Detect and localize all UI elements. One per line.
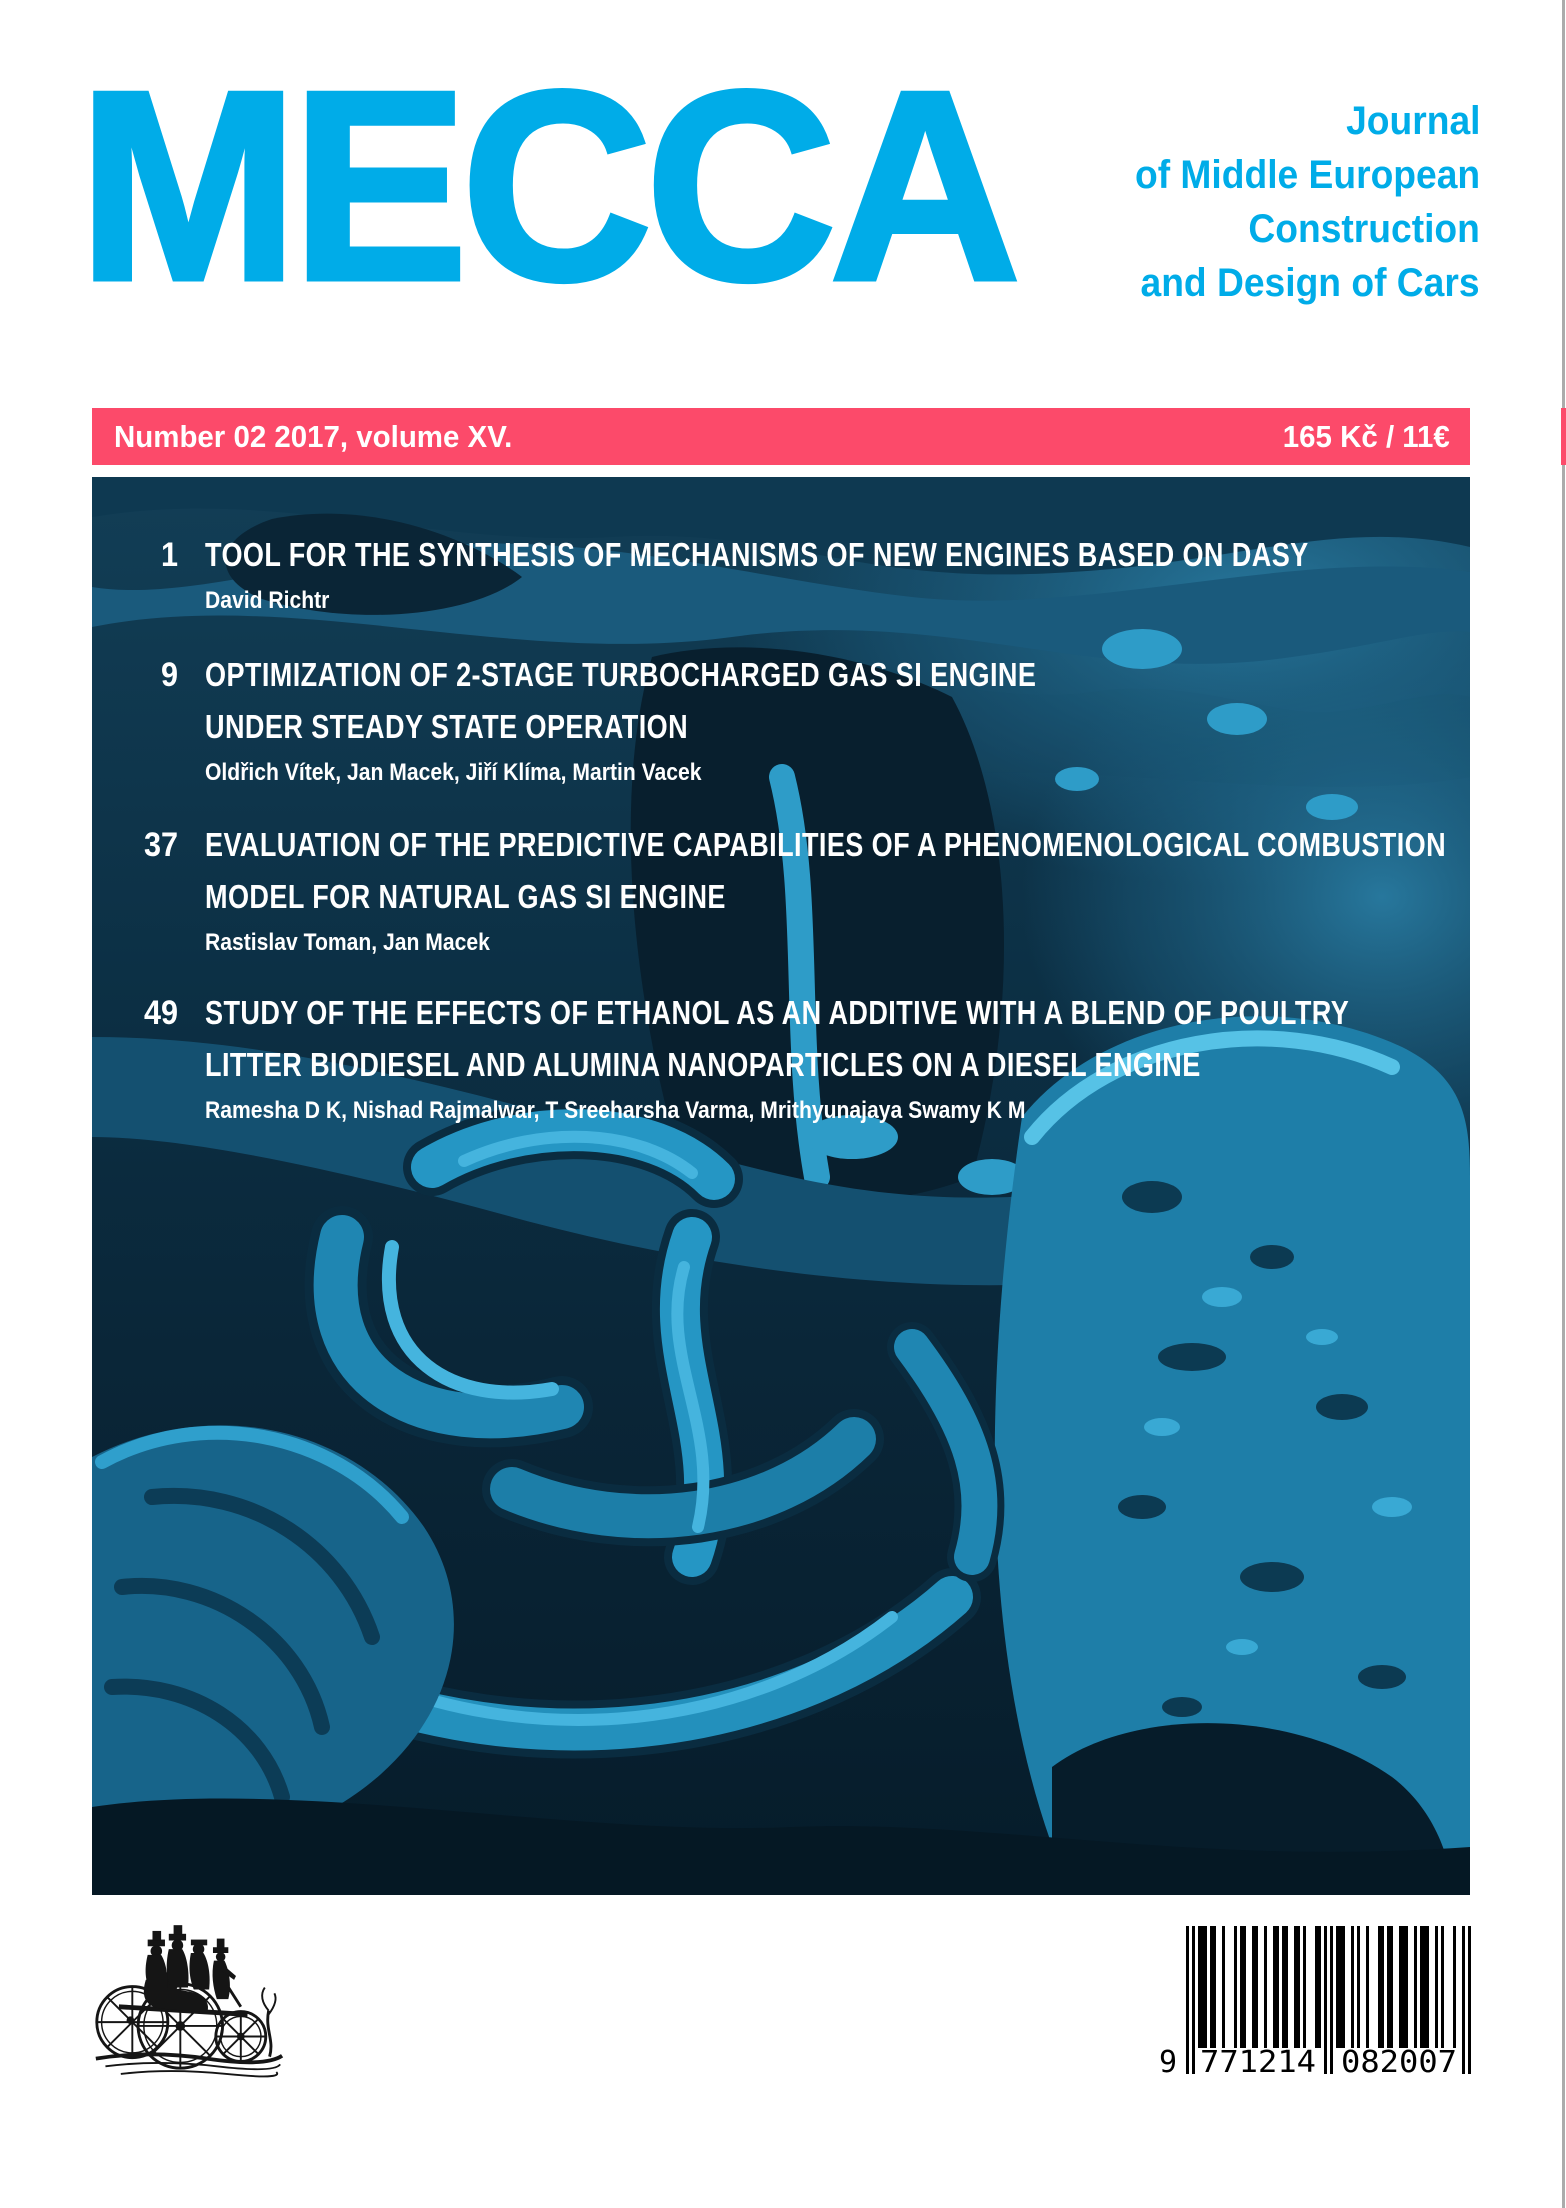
- toc-title-line: UNDER STEADY STATE OPERATION: [205, 708, 689, 745]
- toc-authors: Rastislav Toman, Jan Macek: [205, 929, 490, 956]
- price-label: 165 Kč / 11€: [1282, 418, 1450, 454]
- toc-entry: [92, 529, 1470, 618]
- toc-page-number: 49: [143, 994, 178, 1032]
- table-of-contents: [92, 477, 1470, 1895]
- banner-edge-sliver: [1561, 408, 1566, 465]
- toc-page-number: 37: [143, 826, 178, 864]
- toc-authors: David Richtr: [205, 587, 330, 614]
- toc-title-line: MODEL FOR NATURAL GAS SI ENGINE: [205, 878, 726, 915]
- toc-entry: [92, 819, 1470, 960]
- toc-title-line: LITTER BIODIESEL AND ALUMINA NANOPARTICLES ON A DIESEL ENGINE: [205, 1046, 1201, 1083]
- subtitle-line: of Middle European: [1134, 153, 1480, 197]
- toc-entry: [92, 649, 1470, 790]
- toc-authors: Oldřich Vítek, Jan Macek, Jiří Klíma, Martin Vacek: [205, 759, 702, 786]
- journal-logo: MECCA: [78, 36, 1014, 337]
- toc-page-number: 1: [160, 536, 178, 574]
- toc-authors: Ramesha D K, Nishad Rajmalwar, T Sreeharsha Varma, Mrithyunajaya Swamy K M: [205, 1097, 1026, 1124]
- page-edge-line: [1562, 0, 1565, 2208]
- vintage-car-illustration: [92, 1910, 284, 2092]
- toc-entry: [92, 987, 1470, 1128]
- svg-text:082007: 082007: [1341, 2045, 1457, 2078]
- barcode-svg: [1156, 1926, 1471, 2078]
- svg-text:9: 9: [1158, 2045, 1178, 2078]
- toc-title-line: STUDY OF THE EFFECTS OF ETHANOL AS AN ADDITIVE WITH A BLEND OF POULTRY: [205, 994, 1350, 1031]
- subtitle-line: Construction: [1248, 207, 1480, 251]
- issue-info: Number 02 2017, volume XV.: [114, 418, 513, 454]
- svg-text:771214: 771214: [1200, 2045, 1316, 2078]
- cover-image: [92, 477, 1470, 1895]
- toc-title-line: EVALUATION OF THE PREDICTIVE CAPABILITIES OF A PHENOMENOLOGICAL COMBUSTION: [205, 826, 1447, 863]
- toc-page-number: 9: [160, 656, 178, 694]
- journal-subtitle: [1109, 94, 1480, 310]
- toc-title-line: TOOL FOR THE SYNTHESIS OF MECHANISMS OF NEW ENGINES BASED ON DASY: [205, 536, 1309, 573]
- issue-banner: [92, 408, 1470, 465]
- subtitle-line: Journal: [1345, 99, 1480, 143]
- subtitle-line: and Design of Cars: [1141, 261, 1480, 305]
- issn-barcode: [1156, 1926, 1471, 2078]
- toc-title-line: OPTIMIZATION OF 2-STAGE TURBOCHARGED GAS SI ENGINE: [205, 656, 1037, 693]
